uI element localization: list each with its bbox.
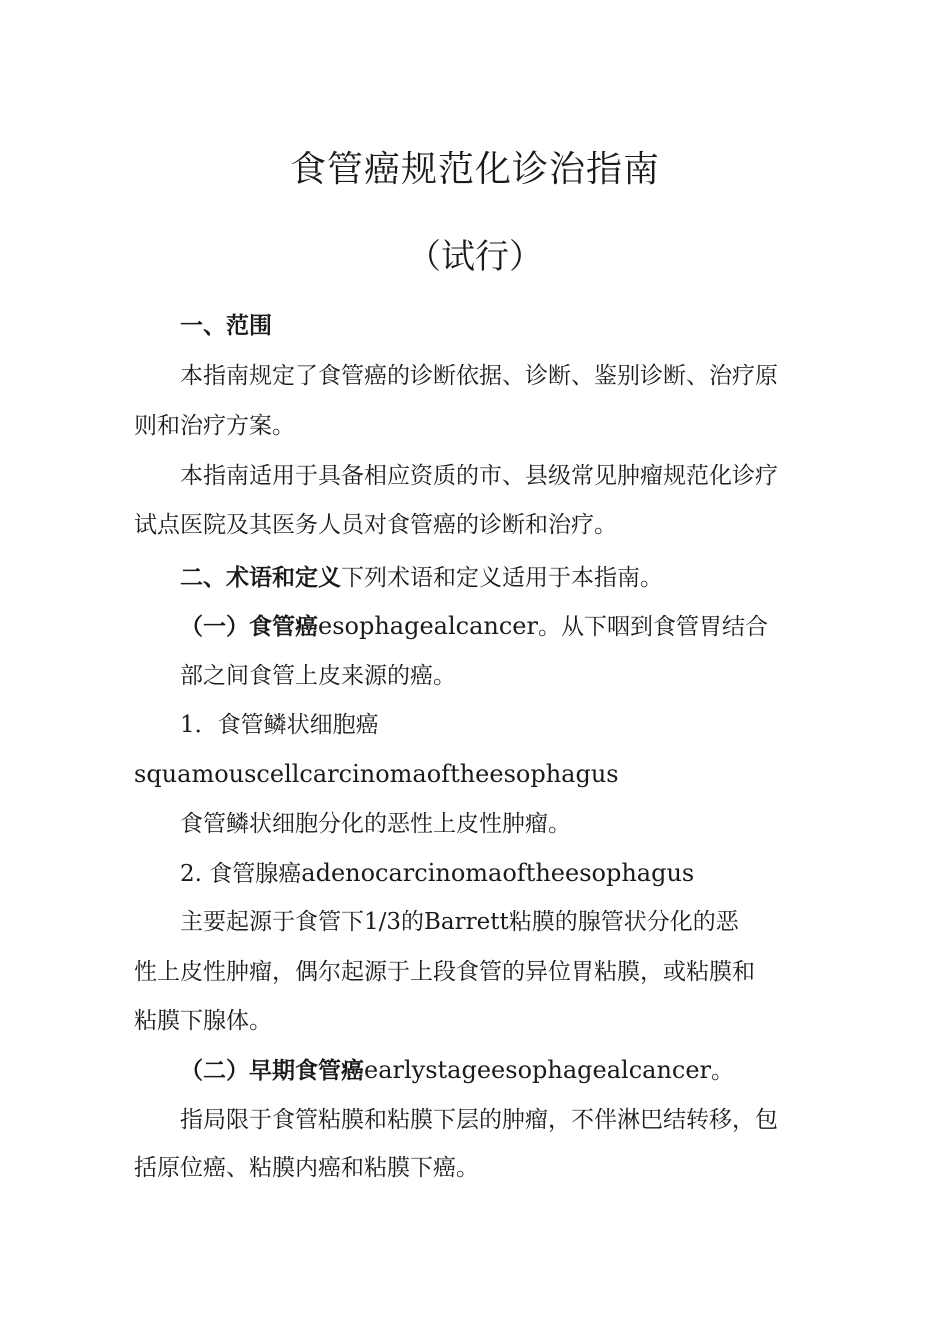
section-terms-text: 下列术语和定义适用于本指南。 <box>341 565 663 591</box>
definition-term: esophagealcancer <box>318 612 538 640</box>
paragraph-line: 本指南适用于具备相应资质的市、县级常见肿瘤规范化诊疗 <box>180 463 778 489</box>
section-terms-line <box>180 562 663 594</box>
list-item-term: squamouscellcarcinomaoftheesophagus <box>134 760 619 788</box>
paragraph-line: 主要起源于食管下1/3的Barrett粘膜的腺管状分化的恶 <box>180 909 739 935</box>
definition-term: earlystageesophagealcancer <box>364 1056 712 1084</box>
definition-end: 。 <box>711 1058 735 1084</box>
section-heading-scope: 一、范围 <box>180 313 272 339</box>
definition-line <box>180 610 768 643</box>
definition-label: （一）食管癌 <box>180 614 318 640</box>
document-title: 食管癌规范化诊治指南 <box>289 149 660 190</box>
paragraph-line: 指局限于食管粘膜和粘膜下层的肿瘤，不伴淋巴结转移，包 <box>180 1107 778 1133</box>
paragraph-line: 则和治疗方案。 <box>134 413 295 439</box>
list-item-desc: 食管鳞状细胞分化的恶性上皮性肿瘤。 <box>180 811 571 837</box>
list-item-label: 2. 食管腺癌 <box>180 861 302 887</box>
document-subtitle: （试行） <box>407 237 543 277</box>
list-item-label: 1．食管鳞状细胞癌 <box>180 712 379 738</box>
section-heading-terms: 二、术语和定义 <box>180 565 341 591</box>
paragraph-line: 试点医院及其医务人员对食管癌的诊断和治疗。 <box>134 512 617 538</box>
paragraph-line: 粘膜下腺体。 <box>134 1008 272 1034</box>
paragraph-line: 本指南规定了食管癌的诊断依据、诊断、鉴别诊断、治疗原 <box>180 363 778 389</box>
definition-line <box>180 1054 734 1087</box>
list-item-term: adenocarcinomaoftheesophagus <box>301 859 695 887</box>
definition-text: 。从下咽到食管胃结合 <box>537 614 768 640</box>
paragraph-line: 括原位癌、粘膜内癌和粘膜下癌。 <box>134 1155 479 1181</box>
list-item-line <box>180 857 694 890</box>
paragraph-line: 性上皮性肿瘤，偶尔起源于上段食管的异位胃粘膜，或粘膜和 <box>134 959 755 985</box>
definition-label: （二）早期食管癌 <box>180 1058 364 1084</box>
paragraph-line: 部之间食管上皮来源的癌。 <box>180 663 456 689</box>
